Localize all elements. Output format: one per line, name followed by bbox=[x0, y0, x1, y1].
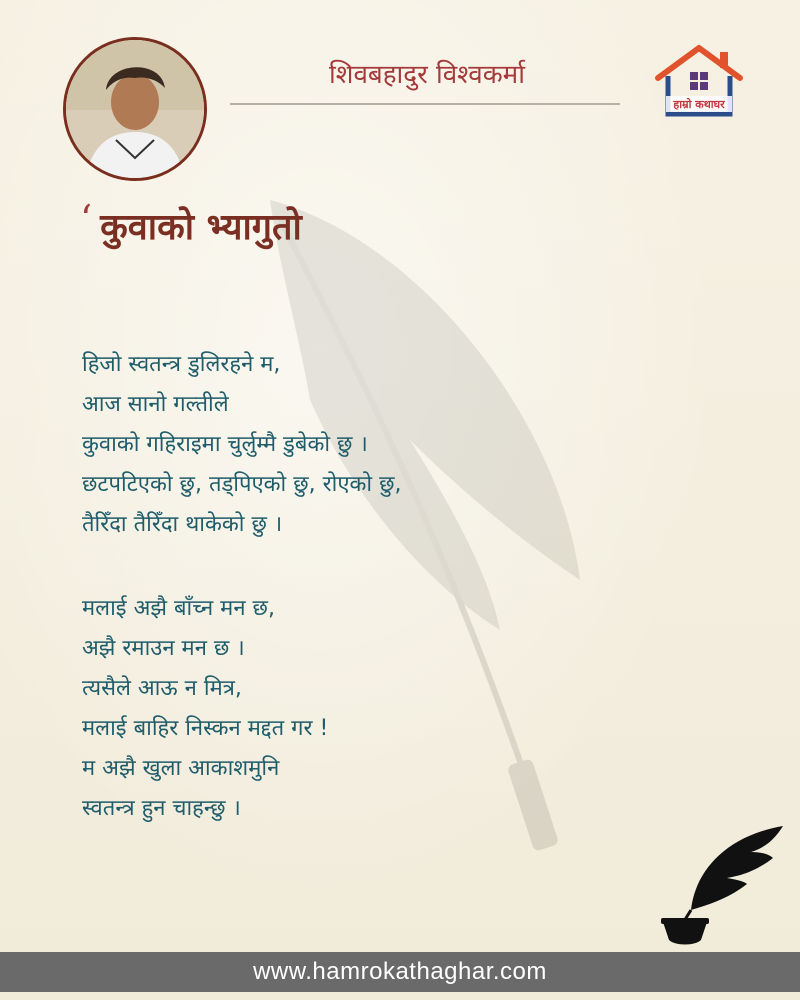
header-divider bbox=[230, 103, 620, 105]
poem-title-block bbox=[80, 198, 302, 258]
poem-line: तैरिँदा तैरिँदा थाकेको छु । bbox=[82, 512, 283, 537]
quill-inkpot-icon bbox=[655, 822, 785, 947]
poem-line: आज सानो गल्तीले bbox=[82, 392, 229, 417]
author-photo-icon bbox=[66, 40, 204, 178]
stanza-2 bbox=[82, 589, 642, 829]
stanza-1 bbox=[82, 345, 642, 545]
poem-line: स्वतन्त्र हुन चाहन्छु । bbox=[82, 796, 241, 821]
author-avatar bbox=[63, 37, 207, 181]
poem-line: म अझै खुला आकाशमुनि bbox=[82, 756, 280, 781]
title-quote-mark: ‘ bbox=[80, 197, 93, 241]
poem-line: हिजो स्वतन्त्र डुलिरहने म, bbox=[82, 352, 281, 377]
poem-line: मलाई बाहिर निस्कन मद्दत गर ! bbox=[82, 716, 329, 741]
poem-title: कुवाको भ्यागुतो bbox=[100, 207, 302, 248]
poem-line: त्यसैले आऊ न मित्र, bbox=[82, 676, 242, 701]
poem-body bbox=[82, 345, 642, 829]
house-logo-icon bbox=[650, 42, 748, 120]
poem-line: कुवाको गहिराइमा चुर्लुम्मै डुबेको छु । bbox=[82, 432, 368, 457]
logo-text: हाम्रो कथाघर bbox=[673, 98, 725, 111]
poem-line: मलाई अझै बाँच्न मन छ, bbox=[82, 596, 275, 621]
poem-line: अझै रमाउन मन छ । bbox=[82, 636, 245, 661]
author-name: शिवबहादुर विश्वकर्मा bbox=[329, 60, 525, 90]
website-url[interactable]: www.hamrokathaghar.com bbox=[0, 952, 800, 992]
poem-line: छटपटिएको छु, तड्पिएको छु, रोएको छु, bbox=[82, 472, 402, 497]
